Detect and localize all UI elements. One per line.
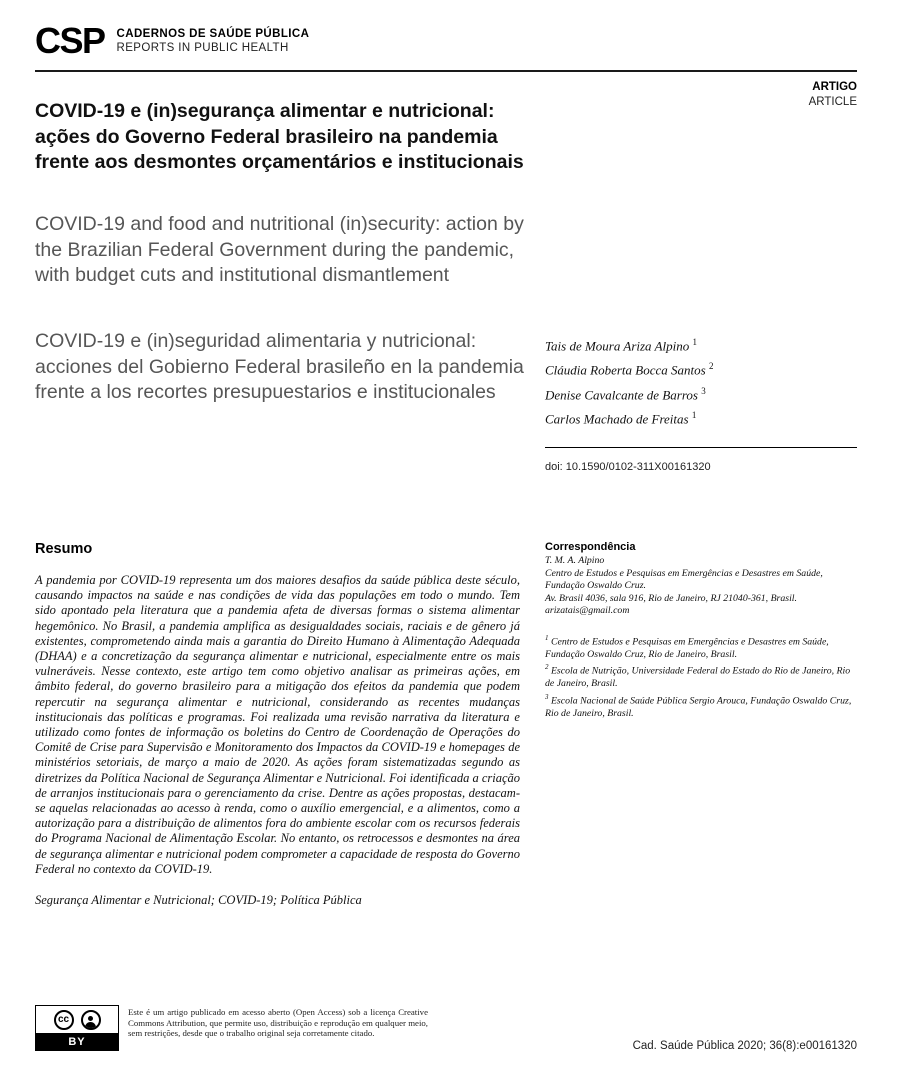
title-spanish: COVID-19 e (in)seguridad alimentaria y nutricional: acciones del Gobierno Federal brasileño en la pandemia frente a los recortes presupuestarios e institucionales (35, 330, 524, 403)
person-body (85, 1022, 96, 1028)
author-name: Tais de Moura Ariza Alpino (545, 338, 690, 354)
abstract-section (35, 541, 520, 908)
affiliation (545, 632, 857, 661)
article-type-en: ARTICLE (808, 96, 857, 108)
cc-badge-icons (35, 1005, 119, 1033)
author (545, 405, 857, 429)
correspondence-address: Av. Brasil 4036, sala 916, Rio de Janeiro, RJ 21040-361, Brasil. (545, 592, 797, 604)
affiliation-text: Escola de Nutrição, Universidade Federal do Estado do Rio de Janeiro, Rio de Janeiro, Brasil. (545, 665, 851, 690)
author-list (545, 332, 857, 429)
attribution-person-icon (81, 1010, 101, 1030)
license-text: Este é um artigo publicado em acesso aberto (Open Access) sob a licença Creative Commons Attribution, que permite uso, distribuição e reprodução em qualquer meio, sem restrições, desde que o trabalho original seja corretamente citado. (128, 1007, 428, 1039)
author-name: Carlos Machado de Freitas (545, 411, 689, 427)
footer-citation: Cad. Saúde Pública 2020; 36(8):e00161320 (632, 1040, 857, 1052)
person-head (88, 1016, 93, 1021)
correspondence-org: Centro de Estudos e Pesquisas em Emergências e Desastres em Saúde, Fundação Oswaldo Cruz. (545, 567, 823, 592)
abstract-text: A pandemia por COVID-19 representa um dos maiores desafios da saúde pública deste século, causando impactos na saúde e nas condições de vida das populações em todo o mundo. Tem sido apontado pela literatura que a pandemia afeta de diversas formas o sistema alimentar hegemônico. No Brasil, a pandemia amplifica as desigualdades sociais, raciais e de gênero já existentes, comprometendo ainda mais a garantia do Direito Humano à Alimentação Adequada (DHAA) e a concretização da segurança alimentar e nutricional, especialmente entre os mais vulneráveis. Nesse contexto, este artigo tem como objetivo analisar as primeiras ações, em âmbito federal, do governo brasileiro para a mitigação dos efeitos da pandemia que podem repercutir na segurança alimentar e nutricional, considerando as recentes mudanças institucionais das políticas e programas. Foi realizada uma revisão narrativa da literatura e utilizado como fontes de informação os boletins do Centro de Coordenação de Operações do Comitê de Crise para Supervisão e Monitoramento dos Impactos da COVID-19 e homepages de ministérios setoriais, de março a maio de 2020. As ações foram sistematizadas segundo as diretrizes da Política Nacional de Segurança Alimentar e Nutricional. Foi identificada a criação de arranjos institucionais para o gerenciamento da crise. Dentre as ações propostas, destacam-se aquelas relacionadas ao acesso à renda, como o auxílio emergencial, e a alimentos, como a autorização para a distribuição de alimentos fora do ambiente escolar com os recursos federais do Programa Nacional de Alimentação Escolar. No entanto, os retrocessos e desmontes na área de segurança alimentar e nutricional podem comprometer a capacidade de resposta do Governo Federal no contexto da COVID-19. (35, 573, 521, 876)
affiliation-number: 2 (545, 663, 549, 672)
affiliation-text: Escola Nacional de Saúde Pública Sergio Arouca, Fundação Oswaldo Cruz, Rio de Janeiro, Brasil. (545, 695, 852, 719)
journal-name-pt: CADERNOS DE SAÚDE PÚBLICA (116, 28, 310, 40)
title-english: COVID-19 and food and nutritional (in)security: action by the Brazilian Federal Government during the pandemic, with budget cuts and institutional dismantlement (35, 213, 524, 286)
journal-name-en: REPORTS IN PUBLIC HEALTH (116, 42, 289, 54)
doi-block (545, 447, 857, 473)
doi: doi: 10.1590/0102-311X00161320 (545, 461, 711, 473)
affiliation-text: Centro de Estudos e Pesquisas em Emergências e Desastres em Saúde, Fundação Oswaldo Cruz, Rio de Janeiro, Brasil. (545, 636, 829, 660)
author (545, 356, 857, 380)
author (545, 381, 857, 405)
cc-by-label: BY (35, 1033, 119, 1051)
journal-logo: CSP (35, 20, 105, 61)
title-portuguese: COVID-19 e (in)segurança alimentar e nutricional: ações do Governo Federal brasileiro na pandemia frente aos desmontes orçamentários e institucionais (35, 100, 524, 173)
abstract-heading: Resumo (35, 541, 93, 557)
author-name: Cláudia Roberta Bocca Santos (545, 362, 706, 378)
creative-commons-icon: cc (54, 1010, 74, 1030)
journal-header (35, 20, 857, 72)
affiliation-list (545, 632, 857, 720)
correspondence-email[interactable]: arizatais@gmail.com (545, 605, 630, 617)
correspondence-heading: Correspondência (545, 541, 636, 553)
correspondence-section (545, 541, 857, 720)
author-affiliation-marker: 3 (701, 385, 706, 396)
correspondence-name: T. M. A. Alpino (545, 555, 605, 566)
article-type (809, 80, 857, 110)
affiliation (545, 691, 857, 720)
author-affiliation-marker: 1 (691, 409, 697, 420)
journal-name (117, 20, 310, 55)
license-block (35, 1005, 428, 1051)
cc-by-license-badge[interactable] (35, 1005, 119, 1051)
keywords: Segurança Alimentar e Nutricional; COVID-19; Política Pública (35, 893, 362, 908)
author-affiliation-marker: 1 (692, 337, 697, 347)
author (545, 332, 857, 356)
author-name: Denise Cavalcante de Barros (545, 386, 698, 402)
article-type-pt: ARTIGO (812, 81, 857, 93)
affiliation-number: 3 (545, 692, 549, 701)
author-affiliation-marker: 2 (708, 361, 714, 372)
affiliation-number: 1 (545, 633, 549, 642)
affiliation (545, 661, 857, 690)
